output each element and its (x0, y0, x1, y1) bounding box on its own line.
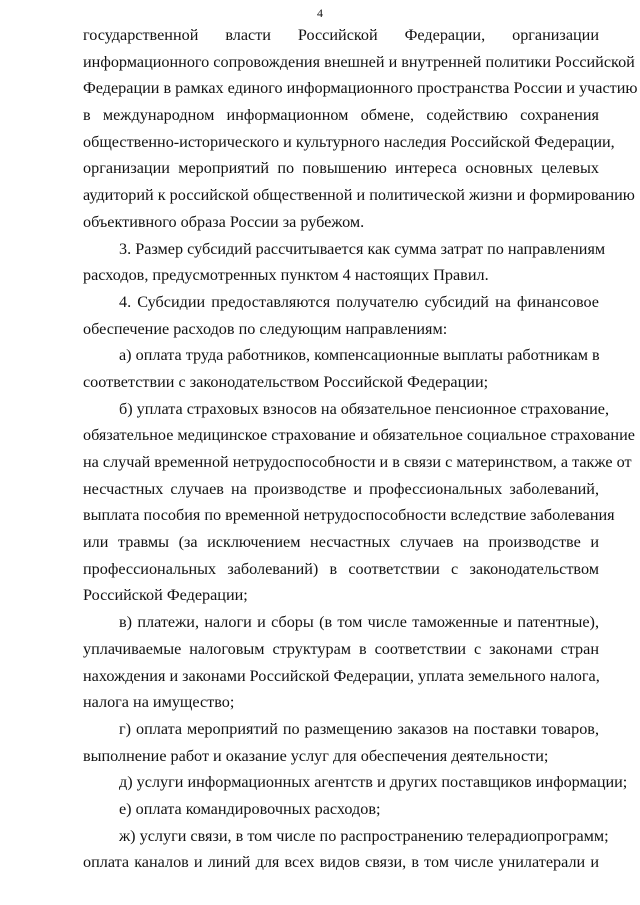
text-line: аудиторий к российской общественной и политической жизни и формированию (83, 186, 635, 205)
text-line: соответствии с законодательством Российской Федерации; (83, 372, 489, 391)
text-line: оплата каналов и линий для всех видов связи, в том числе унилатерали и (83, 853, 599, 872)
text-line: 4. Субсидии предоставляются получателю субсидий на финансовое (119, 292, 599, 311)
text-line: нахождения и законами Российской Федерации, уплата земельного налога, (83, 666, 600, 685)
text-line: ж) услуги связи, в том числе по распространению телерадиопрограмм; (119, 826, 609, 845)
text-line: в) платежи, налоги и сборы (в том числе таможенные и патентные), (119, 613, 599, 632)
text-line: обязательное медицинское страхование и обязательное социальное страхование (83, 426, 635, 445)
text-line: или травмы (за исключением несчастных случаев на производстве и (83, 533, 599, 552)
text-line: объективного образа России за рубежом. (83, 212, 365, 231)
text-line: информационного сопровождения внешней и внутренней политики Российской (83, 52, 635, 71)
text-line: в международном информационном обмене, содействию сохранения (83, 106, 599, 125)
text-line: е) оплата командировочных расходов; (119, 799, 381, 818)
text-line: Федерации в рамках единого информационного пространства России и участию (83, 79, 638, 98)
text-line: общественно-исторического и культурного наследия Российской Федерации, (83, 132, 615, 151)
text-line: несчастных случаев на производстве и профессиональных заболеваний, (83, 479, 599, 498)
text-line: профессиональных заболеваний) в соответствии с законодательством (83, 559, 599, 578)
body-text (83, 22, 638, 876)
text-line: расходов, предусмотренных пунктом 4 настоящих Правил. (83, 266, 489, 285)
text-line: Российской Федерации; (83, 586, 248, 605)
text-line: выплата пособия по временной нетрудоспособности вследствие заболевания (83, 506, 615, 525)
text-line: а) оплата труда работников, компенсационные выплаты работникам в (119, 346, 600, 365)
text-line: обеспечение расходов по следующим направлениям: (83, 319, 448, 338)
text-line: г) оплата мероприятий по размещению заказов на поставки товаров, (119, 719, 599, 738)
text-line: налога на имущество; (83, 693, 235, 712)
text-line: б) уплата страховых взносов на обязательное пенсионное страхование, (119, 399, 610, 418)
page-number: 4 (317, 6, 323, 20)
text-line: на случай временной нетрудоспособности и в связи с материнством, а также от (83, 453, 632, 471)
text-line: организации мероприятий по повышению интереса основных целевых (83, 159, 599, 178)
text-line: выполнение работ и оказание услуг для обеспечения деятельности; (83, 746, 549, 765)
text-line: 3. Размер субсидий рассчитывается как сумма затрат по направлениям (119, 239, 606, 258)
text-line: д) услуги информационных агентств и других поставщиков информации; (119, 773, 628, 792)
text-line: уплачиваемые налоговым структурам в соответствии с законами стран (83, 639, 599, 658)
text-line: государственной власти Российской Федерации, организации (83, 26, 599, 44)
